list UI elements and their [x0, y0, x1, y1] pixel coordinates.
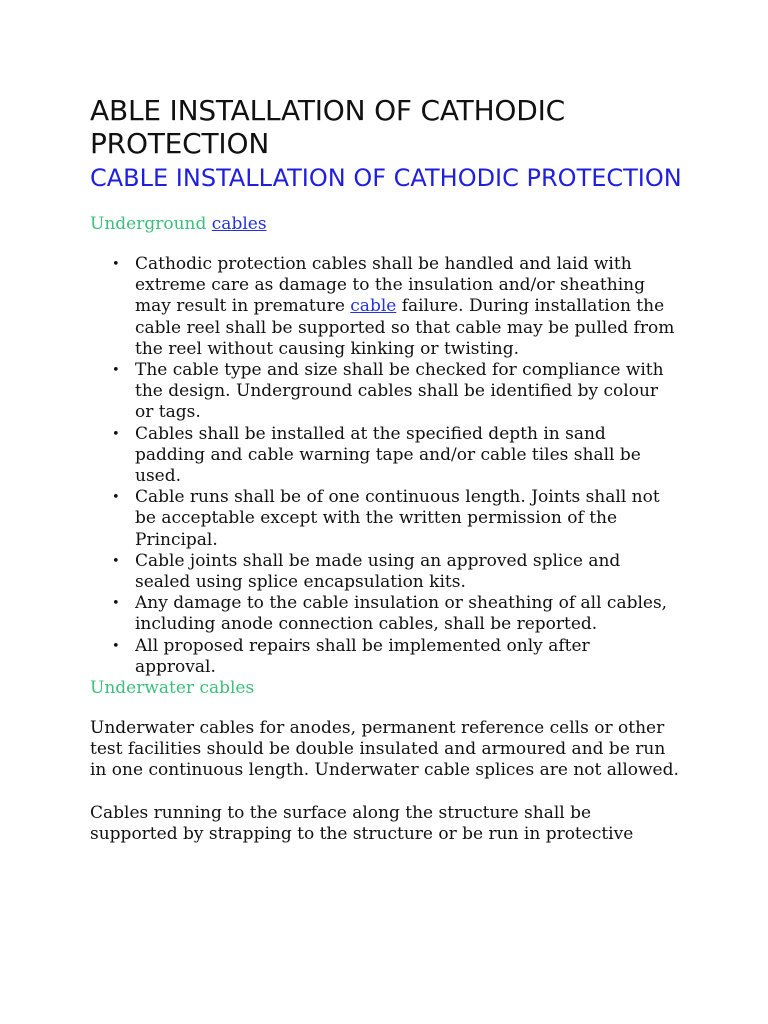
- bullet-icon: •: [112, 638, 120, 654]
- cable-link[interactable]: cable: [350, 296, 397, 317]
- list-item-text: Cable runs shall be of one continuous length. Joints shall not be acceptable except with the written permission of the Principal.: [135, 487, 660, 550]
- underground-cables-heading: [90, 214, 690, 235]
- list-item-text: failure. During installation the cable reel shall be supported so that cable may be pulled from the reel without causing kinking or twisting.: [135, 296, 675, 359]
- underwater-cables-heading: Underwater cables: [90, 678, 255, 699]
- list-item-text: Cable joints shall be made using an approved splice and sealed using splice encapsulation kits.: [135, 550, 621, 593]
- bullet-icon: •: [112, 426, 120, 442]
- list-item: [90, 636, 675, 678]
- list-item-text: Cathodic protection cables shall be handled and laid with extreme care as damage to the insulation and/or sheathing may result in premature: [135, 254, 645, 317]
- bullet-icon: •: [112, 490, 120, 506]
- list-item: [90, 593, 675, 635]
- list-item: [90, 424, 675, 488]
- underground-heading-text: Underground: [90, 214, 212, 234]
- surface-cables-paragraph: Cables running to the surface along the structure shall be supported by strapping to the structure or be run in protective: [90, 802, 634, 844]
- document-subtitle: CABLE INSTALLATION OF CATHODIC PROTECTION: [90, 164, 682, 192]
- list-item-text: Any damage to the cable insulation or sheathing of all cables, including anode connection cables, shall be reported.: [135, 593, 668, 635]
- bullet-icon: •: [112, 553, 120, 569]
- list-item: [90, 360, 675, 424]
- list-item: [90, 551, 675, 593]
- bullet-icon: •: [112, 596, 120, 612]
- document-title: ABLE INSTALLATION OF CATHODIC PROTECTION: [90, 94, 566, 160]
- list-item-text: Cables shall be installed at the specified depth in sand padding and cable warning tape and/or cable tiles shall be used.: [135, 423, 641, 487]
- cables-link[interactable]: cables: [211, 214, 267, 234]
- bullet-icon: •: [112, 363, 120, 379]
- list-item: [90, 254, 675, 360]
- bullet-icon: •: [112, 257, 120, 272]
- list-item-text: All proposed repairs shall be implemented only after approval.: [135, 635, 590, 677]
- document-page: [90, 94, 690, 845]
- list-item-text: The cable type and size shall be checked for compliance with the design. Underground cables shall be identified by colour or tags.: [135, 360, 664, 423]
- list-item: [90, 487, 675, 551]
- underwater-paragraph: Underwater cables for anodes, permanent reference cells or other test facilities should be double insulated and armoured and be run in one continuous length. Underwater cable splices are not allowed.: [90, 718, 679, 781]
- underground-bullet-list: [90, 254, 690, 678]
